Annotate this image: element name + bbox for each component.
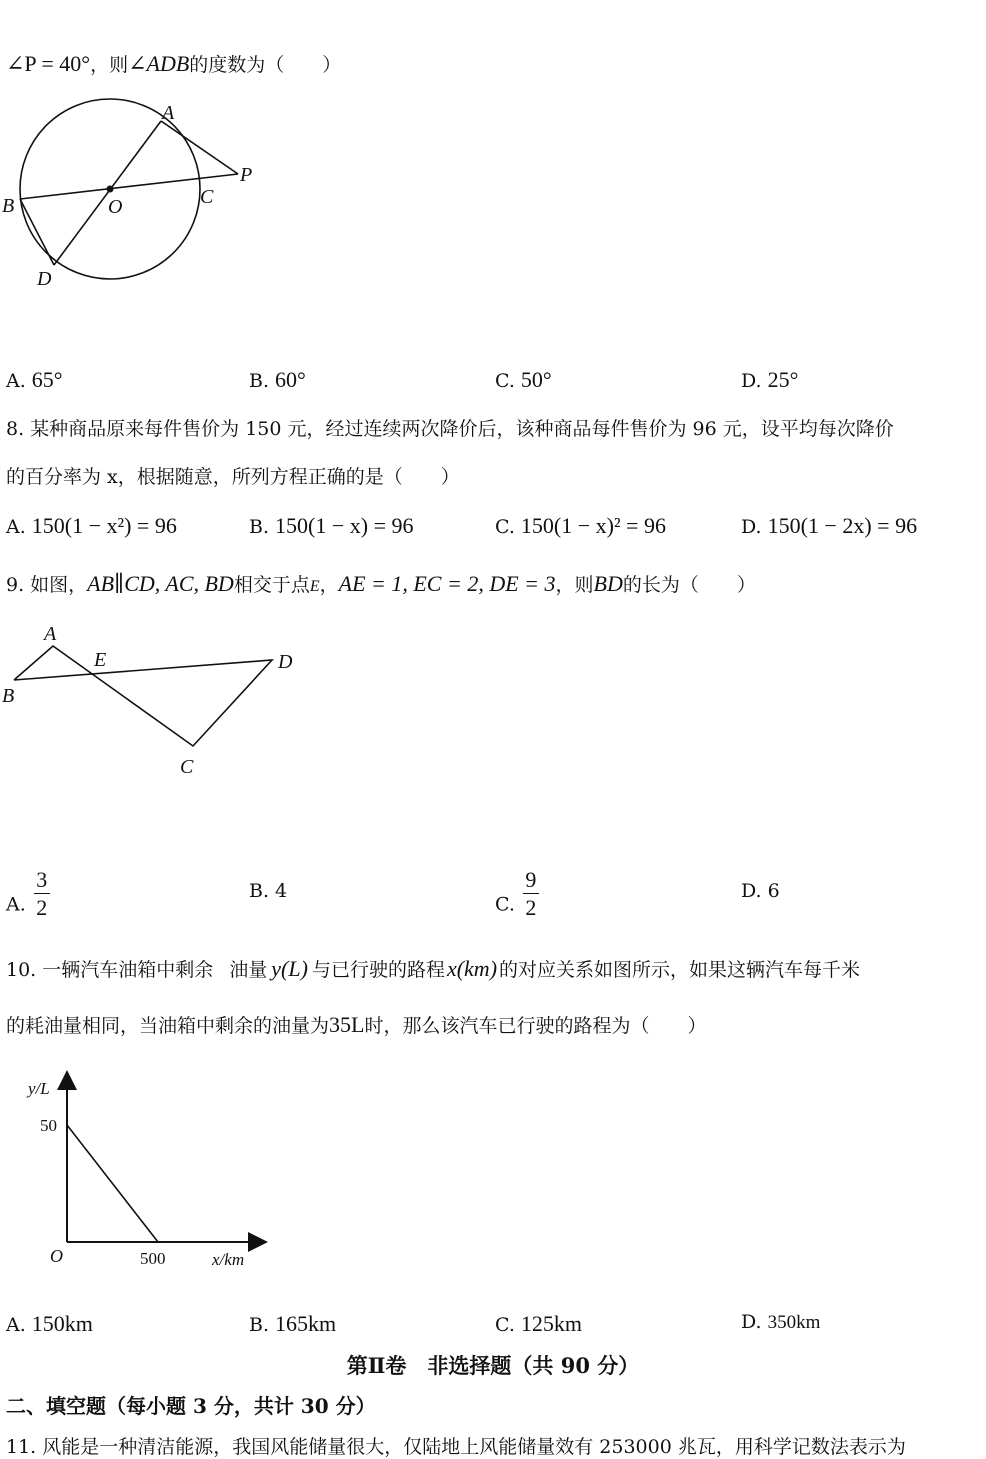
q8-stem-line2: 的百分率为 x，根据随意，所列方程正确的是（ ） <box>6 466 460 488</box>
q7-label-c: C <box>200 186 214 208</box>
q10-option-d[interactable]: D. 350km <box>741 1311 821 1333</box>
q10-stem-line2: 的耗油量相同，当油箱中剩余的油量为35L时，那么该汽车已行驶的路程为（ ） <box>6 1012 707 1037</box>
q7-line-ap <box>161 121 238 174</box>
q10-y-label: y/L <box>28 1079 50 1098</box>
q10-math-35l: 35L <box>329 1012 365 1037</box>
q8-option-d[interactable]: D. 150(1 − 2x) = 96 <box>741 513 918 538</box>
q10-option-c[interactable]: C. 125km <box>495 1311 583 1336</box>
q9-figure <box>0 618 320 783</box>
q8-stem-line1: 8. 某种商品原来每件售价为 150 元，经过连续两次降价后，该种商品每件售价为 96 元，设平均每次降价 <box>6 418 894 440</box>
q7-stem <box>6 50 341 77</box>
q7-options <box>6 367 976 407</box>
q7-label-b: B <box>2 195 15 217</box>
q11-stem: 11. 风能是一种清洁能源，我国风能储量很大，仅陆地上风能储量效有 253000 兆瓦，用科学记数法表示为 <box>6 1436 906 1458</box>
q9-label-c: C <box>180 756 194 778</box>
q7-center-dot <box>107 186 114 193</box>
q9-shape <box>14 646 272 746</box>
q7-label-d: D <box>37 268 52 290</box>
q7-option-c[interactable]: C. 50° <box>495 367 552 392</box>
q9-option-a[interactable]: A. $\frac{3}{2}$ <box>6 880 50 931</box>
q7-angle-p: ∠P = 40° <box>6 51 91 76</box>
q9-options <box>6 862 976 922</box>
q10-math-x: x(km) <box>446 956 498 981</box>
q9-option-d[interactable]: D. 6 <box>741 880 780 902</box>
q9-point-e: E <box>309 578 320 595</box>
q7-label-o: O <box>108 196 123 218</box>
q10-line <box>67 1125 158 1242</box>
q10-option-b[interactable]: B. 165km <box>249 1311 337 1336</box>
q10-x-tick: 500 <box>140 1249 166 1268</box>
q10-x-label: x/km <box>212 1250 245 1269</box>
q8-option-a[interactable]: A. 150(1 − x²) = 96 <box>6 513 177 538</box>
q9-label-e: E <box>94 649 107 671</box>
q10-graph <box>20 1070 270 1275</box>
q10-option-a[interactable]: A. 150km <box>6 1311 93 1336</box>
q8-option-c[interactable]: C. 150(1 − x)² = 96 <box>495 513 666 538</box>
q9-stem: 9. 如图，AB∥CD, AC, BD相交于点E，AE = 1, EC = 2, DE = 3，则BD的长为（ ） <box>6 571 756 596</box>
q7-angle-adb: ∠ADB <box>128 51 190 76</box>
q7-option-a[interactable]: A. 65° <box>6 367 63 392</box>
q7-label-a: A <box>162 102 175 124</box>
q10-math-y: y(L) <box>271 956 308 981</box>
q7-stem-tail: 的度数为（ ） <box>189 54 342 76</box>
q9-label-d: D <box>278 651 293 673</box>
q9-option-c[interactable]: C. $\frac{9}{2}$ <box>495 880 539 931</box>
section-2-title: 第Ⅱ卷 非选择题（共 90 分） <box>346 1353 640 1378</box>
q7-label-p: P <box>240 164 253 186</box>
q9-label-b: B <box>2 685 15 707</box>
q10-options <box>6 1311 976 1351</box>
q8-option-b[interactable]: B. 150(1 − x) = 96 <box>249 513 414 538</box>
fill-blank-heading: 二、填空题（每小题 3 分，共计 30 分） <box>6 1394 376 1418</box>
q7-option-b[interactable]: B. 60° <box>249 367 306 392</box>
q7-stem-text: ，则 <box>90 54 129 76</box>
q7-line-bd <box>20 199 54 265</box>
q9-math-lengths: AE = 1, EC = 2, DE = 3 <box>338 571 556 596</box>
q7-option-d[interactable]: D. 25° <box>741 367 799 392</box>
q10-stem-line1: 10. 一辆汽车油箱中剩余 油量 y(L) 与已行驶的路程x(km) 的对应关系如图所示，如果这辆汽车每千米 <box>6 956 861 981</box>
q9-option-b[interactable]: B. 4 <box>249 880 288 902</box>
q8-options <box>6 513 976 553</box>
q9-math-bd: BD <box>593 571 623 596</box>
q7-circle-figure <box>0 95 280 295</box>
q9-label-a: A <box>44 623 57 645</box>
q10-origin: O <box>50 1246 63 1266</box>
q9-math-parallel: AB∥CD, AC, BD <box>87 571 234 596</box>
q10-y-tick: 50 <box>40 1116 57 1135</box>
